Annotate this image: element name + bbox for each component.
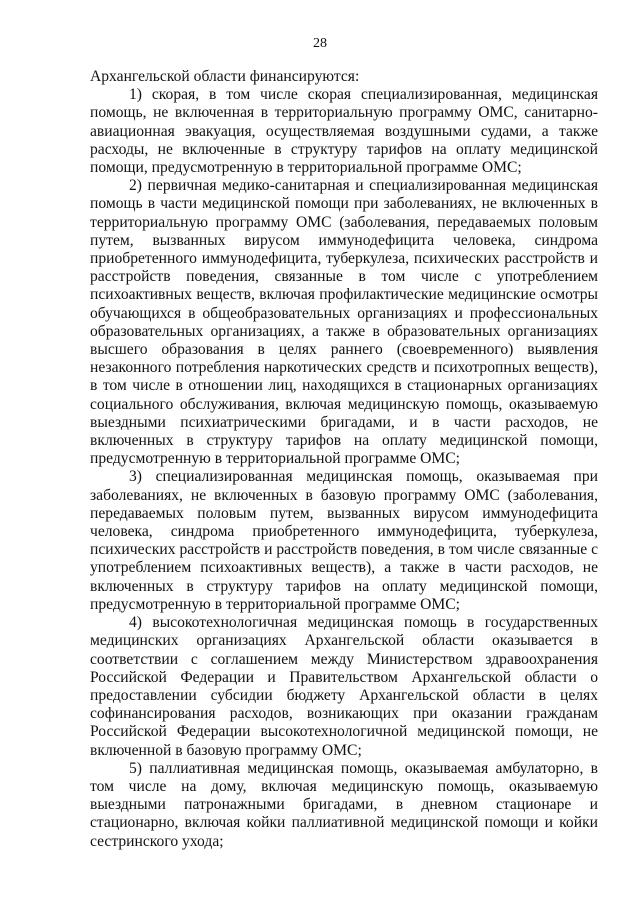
list-item-3: 3) специализированная медицинская помощь, оказываемая при заболеваниях, не включенных в базовую программу ОМС (заболевания, передаваемых половым путем, вызванных вирусом иммунодефицита человека, синдрома приобретенного иммунодефицита, туберкулеза, психических расстройств и расстройств поведения, в том числе связанные с употреблением психоактивных веществ), а также в части расходов, не включенных в структуру тарифов на оплату медицинской помощи, предусмотренную в территориальной программе ОМС; [90,468,598,613]
document-body [90,68,598,851]
page-number: 28 [313,36,327,51]
intro-line: Архангельской области финансируются: [90,68,360,85]
list-item-2: 2) первичная медико-санитарная и специализированная медицинская помощь в части медицинской помощи при заболеваниях, не включенных в территориальную программу ОМС (заболевания, передаваемых половым путем, вызванных вирусом иммунодефицита человека, синдрома приобретенного иммунодефицита, туберкулеза, психических расстройств и расстройств поведения, связанные в том числе с употреблением психоактивных веществ, включая профилактические медицинские осмотры обучающихся в общеобразовательных организациях и профессиональных образовательных организациях, а также в образовательных организациях высшего образования в целях раннего (своевременного) выявления незаконного потребления наркотических средств и психотропных веществ), в том числе в отношении лиц, находящихся в стационарных организациях социального обслуживания, включая медицинскую помощь, оказываемую выездными психиатрическими бригадами, и в части расходов, не включенных в структуру тарифов на оплату медицинской помощи, предусмотренную в территориальной программе ОМС; [90,177,598,468]
list-item-1: 1) скорая, в том числе скорая специализированная, медицинская помощь, не включенная в территориальную программу ОМС, санитарно-авиационная эвакуация, осуществляемая воздушными судами, а также расходы, не включенные в структуру тарифов на оплату медицинской помощи, предусмотренную в территориальной программе ОМС; [90,86,598,177]
list-item-4: 4) высокотехнологичная медицинская помощь в государственных медицинских организациях Архангельской области оказывается в соответствии с соглашением между Министерством здравоохранения Российской Федерации и Правительством Архангельской области о предоставлении субсидии бюджету Архангельской области в целях софинансирования расходов, возникающих при оказании гражданам Российской Федерации высокотехнологичной медицинской помощи, не включенной в базовую программу ОМС; [90,614,598,759]
list-item-5: 5) паллиативная медицинская помощь, оказываемая амбулаторно, в том числе на дому, включая медицинскую помощь, оказываемую выездными патронажными бригадами, в дневном стационаре и стационарно, включая койки паллиативной медицинской помощи и койки сестринского ухода; [90,759,598,850]
